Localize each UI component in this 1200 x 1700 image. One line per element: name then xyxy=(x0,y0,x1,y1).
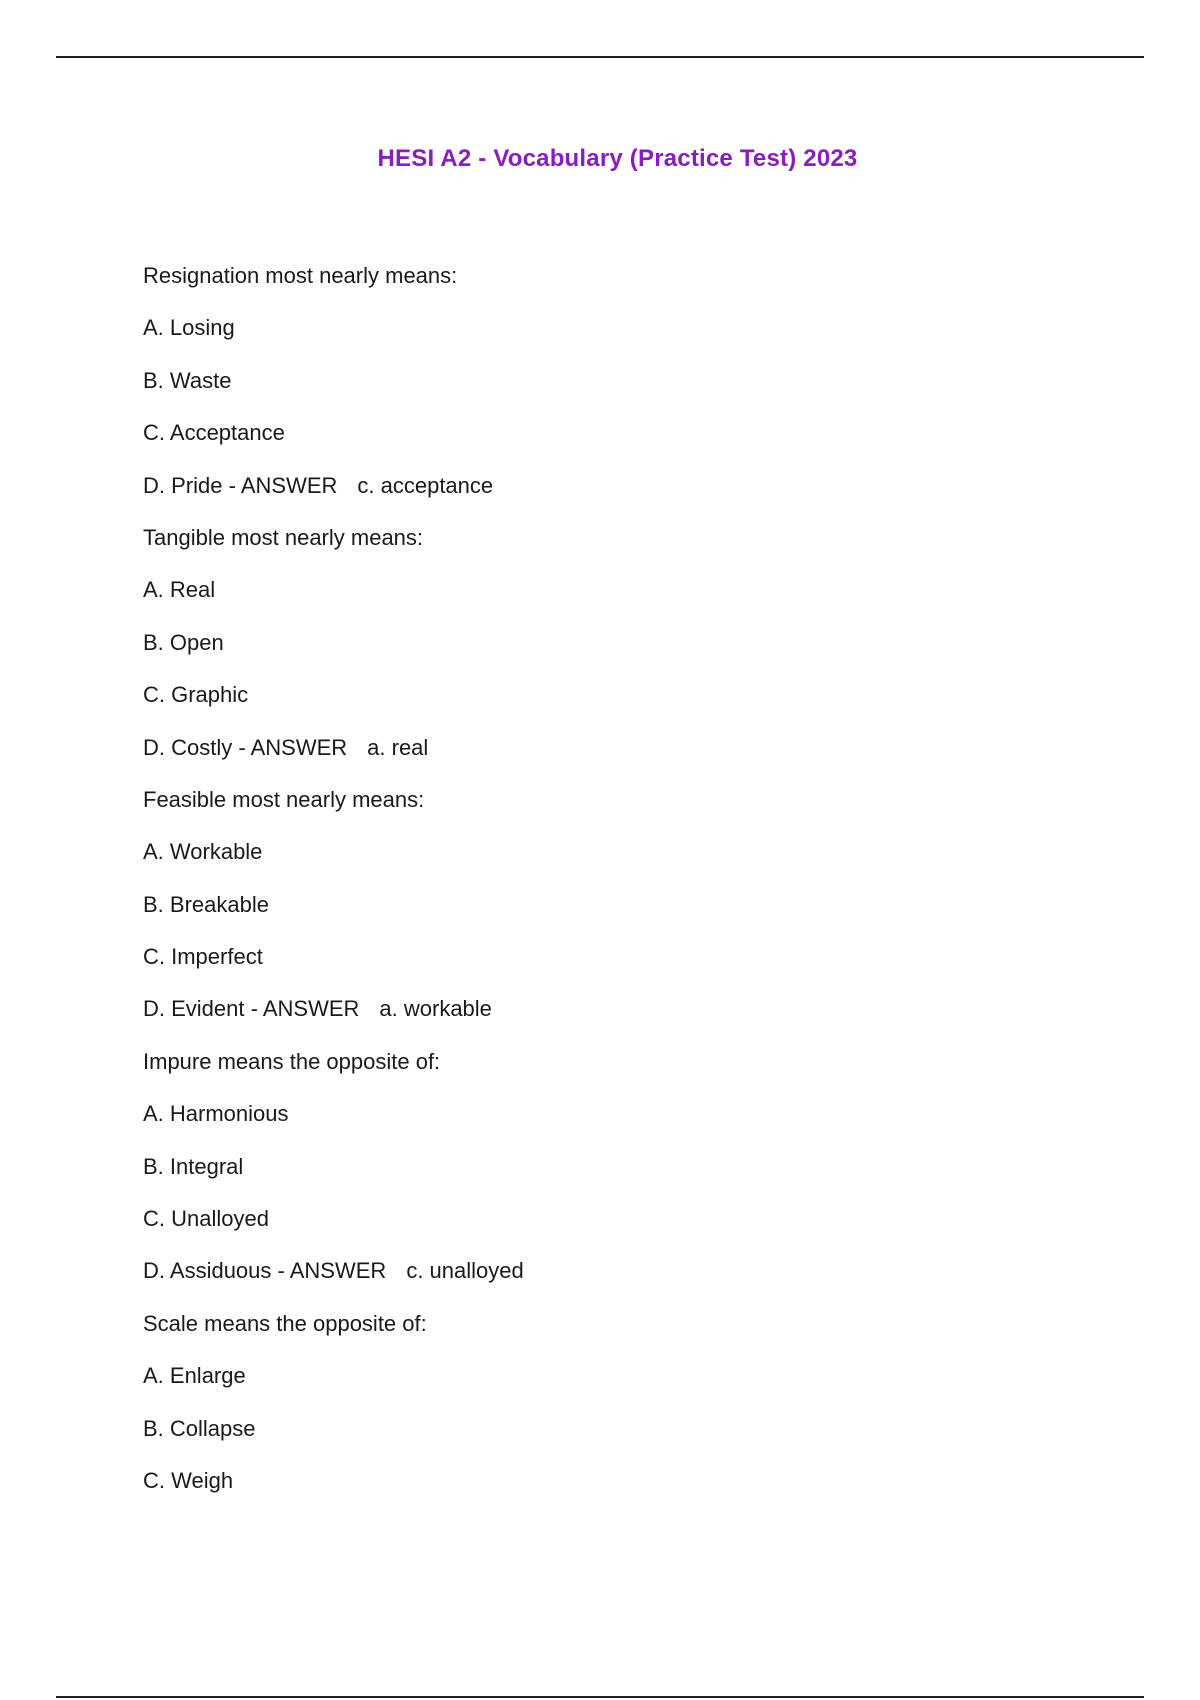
answer-label: ANSWER xyxy=(250,734,348,760)
answer-option: C. Unalloyed xyxy=(143,1206,269,1232)
answer-label: ANSWER xyxy=(240,472,338,498)
correct-answer: c. acceptance xyxy=(357,472,494,498)
answer-option: B. Open xyxy=(143,629,224,655)
answer-label: ANSWER xyxy=(289,1258,387,1284)
answer-line: D. Costly - ANSWER a. real xyxy=(143,734,429,760)
answer-option: A. Real xyxy=(143,577,216,603)
answer-option: C. Graphic xyxy=(143,682,249,708)
correct-answer: a. real xyxy=(367,734,429,760)
question-prompt: Feasible most nearly means: xyxy=(143,786,425,812)
correct-answer: a. workable xyxy=(379,996,492,1022)
answer-option: D. Costly xyxy=(143,734,233,760)
answer-option: D. Evident xyxy=(143,996,245,1022)
answer-option: B. Integral xyxy=(143,1153,244,1179)
correct-answer: c. unalloyed xyxy=(406,1258,524,1284)
question-prompt: Scale means the opposite of: xyxy=(143,1310,427,1336)
question-prompt: Impure means the opposite of: xyxy=(143,1048,441,1074)
bottom-rule xyxy=(56,1696,1144,1698)
answer-option: B. Collapse xyxy=(143,1415,256,1441)
document-title: HESI A2 - Vocabulary (Practice Test) 2023 xyxy=(377,145,858,172)
answer-option: A. Workable xyxy=(143,839,263,865)
question-prompt: Resignation most nearly means: xyxy=(143,263,458,288)
top-rule xyxy=(56,56,1144,58)
answer-option: D. Assiduous xyxy=(143,1258,272,1284)
question-prompt: Tangible most nearly means: xyxy=(143,524,424,550)
answer-option: B. Breakable xyxy=(143,891,269,917)
answer-option: D. Pride xyxy=(143,472,223,498)
answer-option: C. Acceptance xyxy=(143,420,285,446)
document-body xyxy=(143,250,1103,1507)
answer-option: A. Enlarge xyxy=(143,1363,246,1389)
answer-option: A. Losing xyxy=(143,315,235,341)
answer-label: ANSWER xyxy=(262,996,360,1022)
answer-option: C. Weigh xyxy=(143,1467,234,1493)
answer-option: A. Harmonious xyxy=(143,1101,289,1127)
answer-line: D. Assiduous - ANSWER c. unalloyed xyxy=(143,1258,524,1284)
answer-option: B. Waste xyxy=(143,367,232,393)
answer-line: D. Pride - ANSWER c. acceptance xyxy=(143,472,494,498)
answer-line: D. Evident - ANSWER a. workable xyxy=(143,996,492,1022)
answer-option: C. Imperfect xyxy=(143,944,263,970)
